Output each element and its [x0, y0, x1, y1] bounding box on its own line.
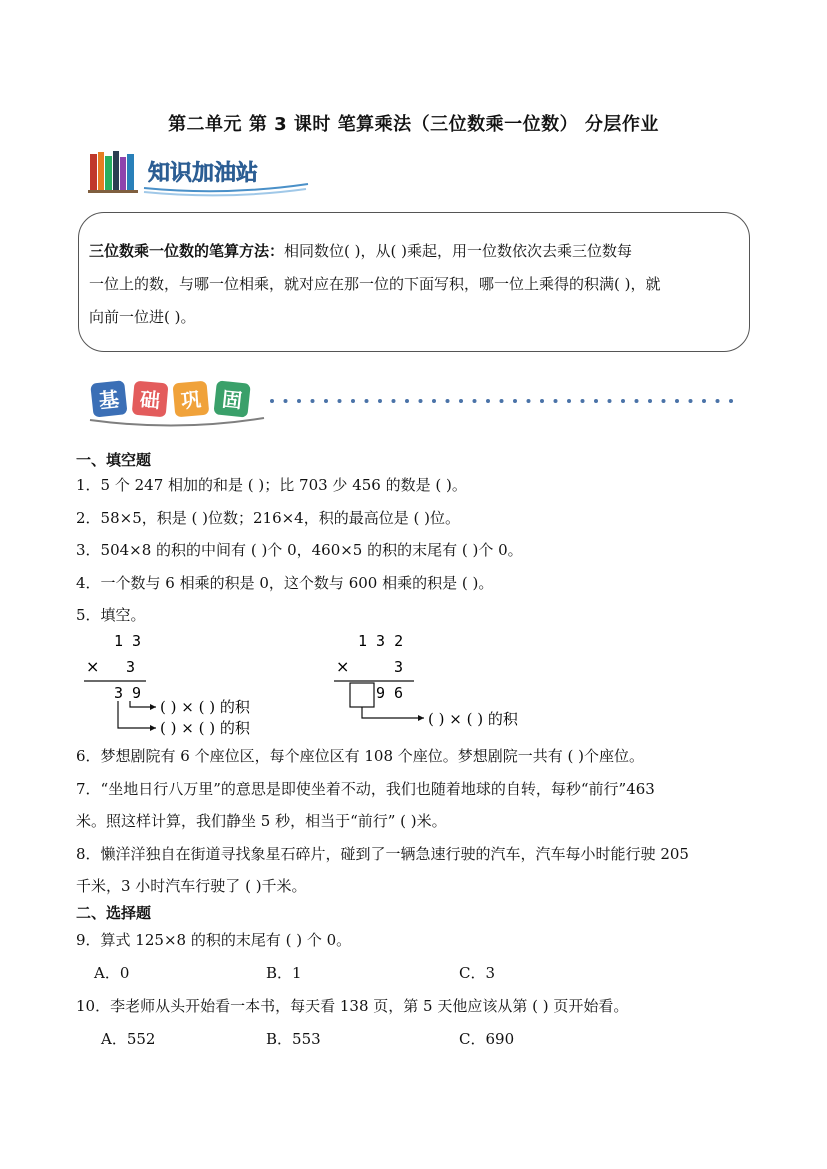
dot	[527, 399, 531, 403]
dot	[608, 399, 612, 403]
banner-tile-3: 巩	[179, 387, 203, 413]
page-title: 第二单元 第 3 课时 笔算乘法（三位数乘一位数） 分层作业	[168, 114, 659, 135]
dot	[648, 399, 652, 403]
dot	[689, 399, 693, 403]
dot	[378, 399, 382, 403]
knowledge-banner	[86, 148, 316, 198]
q10-option-b[interactable]: B．553	[266, 1030, 321, 1048]
dot	[338, 399, 342, 403]
books-icon	[88, 151, 138, 193]
section-fill-blank: 一、填空题	[76, 451, 152, 469]
question-10: 10．李老师从头开始看一本书，每天看 138 页，第 5 天他应该从第 ( ) 页开始看。	[76, 997, 629, 1015]
dot	[702, 399, 706, 403]
calc-right-top: 1 3 2	[358, 632, 404, 650]
dot	[729, 399, 733, 403]
calc-left-label-2: ( ) × ( ) 的积	[160, 719, 250, 737]
question-8-line-2: 千米，3 小时汽车行驶了 ( )千米。	[76, 877, 307, 895]
dot	[324, 399, 328, 403]
question-7-line-2: 米。照这样计算，我们静坐 5 秒，相当于“前行” ( )米。	[76, 812, 447, 830]
banner-tile-4: 固	[220, 387, 244, 413]
dot	[621, 399, 625, 403]
knowledge-line-2: 一位上的数，与哪一位相乘，就对应在那一位的下面写积，哪一位上乘得的积满( )，就	[89, 275, 661, 293]
dot	[581, 399, 585, 403]
banner-tile-2: 础	[138, 387, 162, 413]
question-8-line-1: 8．懒洋洋独自在街道寻找象星石碎片，碰到了一辆急速行驶的汽车，汽车每小时能行驶 205	[76, 845, 689, 863]
dot	[432, 399, 436, 403]
calc-left-result: 3 9	[114, 684, 142, 702]
dot	[297, 399, 301, 403]
answer-box	[350, 683, 374, 707]
dot	[459, 399, 463, 403]
calc-right-mul: ×	[336, 657, 350, 676]
question-3: 3．504×8 的积的中间有 ( )个 0，460×5 的积的末尾有 ( )个 0。	[76, 541, 523, 559]
dot	[365, 399, 369, 403]
question-6: 6．梦想剧院有 6 个座位区，每个座位区有 108 个座位。梦想剧院一共有 ( )个座位。	[76, 747, 645, 765]
dot	[351, 399, 355, 403]
dot	[311, 399, 315, 403]
section-choice: 二、选择题	[76, 904, 152, 922]
question-1: 1．5 个 247 相加的和是 ( )；比 703 少 456 的数是 ( )。	[76, 476, 467, 494]
dot	[419, 399, 423, 403]
dotted-line	[270, 399, 733, 403]
q9-option-a[interactable]: A．0	[94, 964, 130, 982]
dot	[635, 399, 639, 403]
dot	[513, 399, 517, 403]
question-4: 4．一个数与 6 相乘的积是 0，这个数与 600 相乘的积是 ( )。	[76, 574, 494, 592]
calc-right-label-1: ( ) × ( ) 的积	[428, 710, 518, 728]
calc-right-bottom: 3	[394, 658, 404, 676]
dot	[392, 399, 396, 403]
q10-option-a[interactable]: A．552	[101, 1030, 156, 1048]
question-7-line-1: 7．“坐地日行八万里”的意思是即使坐着不动，我们也随着地球的自转，每秒“前行”463	[76, 780, 655, 798]
dot	[500, 399, 504, 403]
question-5: 5．填空。	[76, 606, 146, 624]
dot	[486, 399, 490, 403]
q9-option-b[interactable]: B．1	[266, 964, 302, 982]
knowledge-text-1: 相同数位( )，从( )乘起，用一位数依次去乘三位数每	[284, 242, 632, 260]
banner-knowledge-text: 知识加油站	[148, 161, 259, 186]
knowledge-lead: 三位数乘一位数的笔算方法：	[89, 242, 285, 260]
q10-option-c[interactable]: C．690	[459, 1030, 515, 1048]
question-2: 2．58×5，积是 ( )位数；216×4，积的最高位是 ( )位。	[76, 509, 460, 527]
dot	[270, 399, 274, 403]
calc-left-top: 1 3	[114, 632, 142, 650]
dot	[473, 399, 477, 403]
dot	[446, 399, 450, 403]
dot	[662, 399, 666, 403]
calc-left-bottom: 3	[126, 658, 136, 676]
question-9: 9．算式 125×8 的积的末尾有 ( ) 个 0。	[76, 931, 352, 949]
knowledge-box	[78, 212, 750, 352]
calc-left-label-1: ( ) × ( ) 的积	[160, 698, 250, 716]
knowledge-line-3: 向前一位进( )。	[89, 308, 196, 326]
calc-right	[330, 628, 590, 732]
knowledge-line-1	[89, 235, 739, 268]
dot	[405, 399, 409, 403]
dot	[675, 399, 679, 403]
calc-left	[80, 628, 320, 740]
dot	[540, 399, 544, 403]
calc-left-mul: ×	[86, 657, 100, 676]
basic-banner	[88, 374, 748, 432]
calc-right-result: 9 6	[376, 684, 404, 702]
dot	[554, 399, 558, 403]
banner-tile-1: 基	[97, 386, 121, 413]
q9-option-c[interactable]: C．3	[459, 964, 496, 982]
dot	[284, 399, 288, 403]
dot	[594, 399, 598, 403]
dot	[716, 399, 720, 403]
dot	[567, 399, 571, 403]
